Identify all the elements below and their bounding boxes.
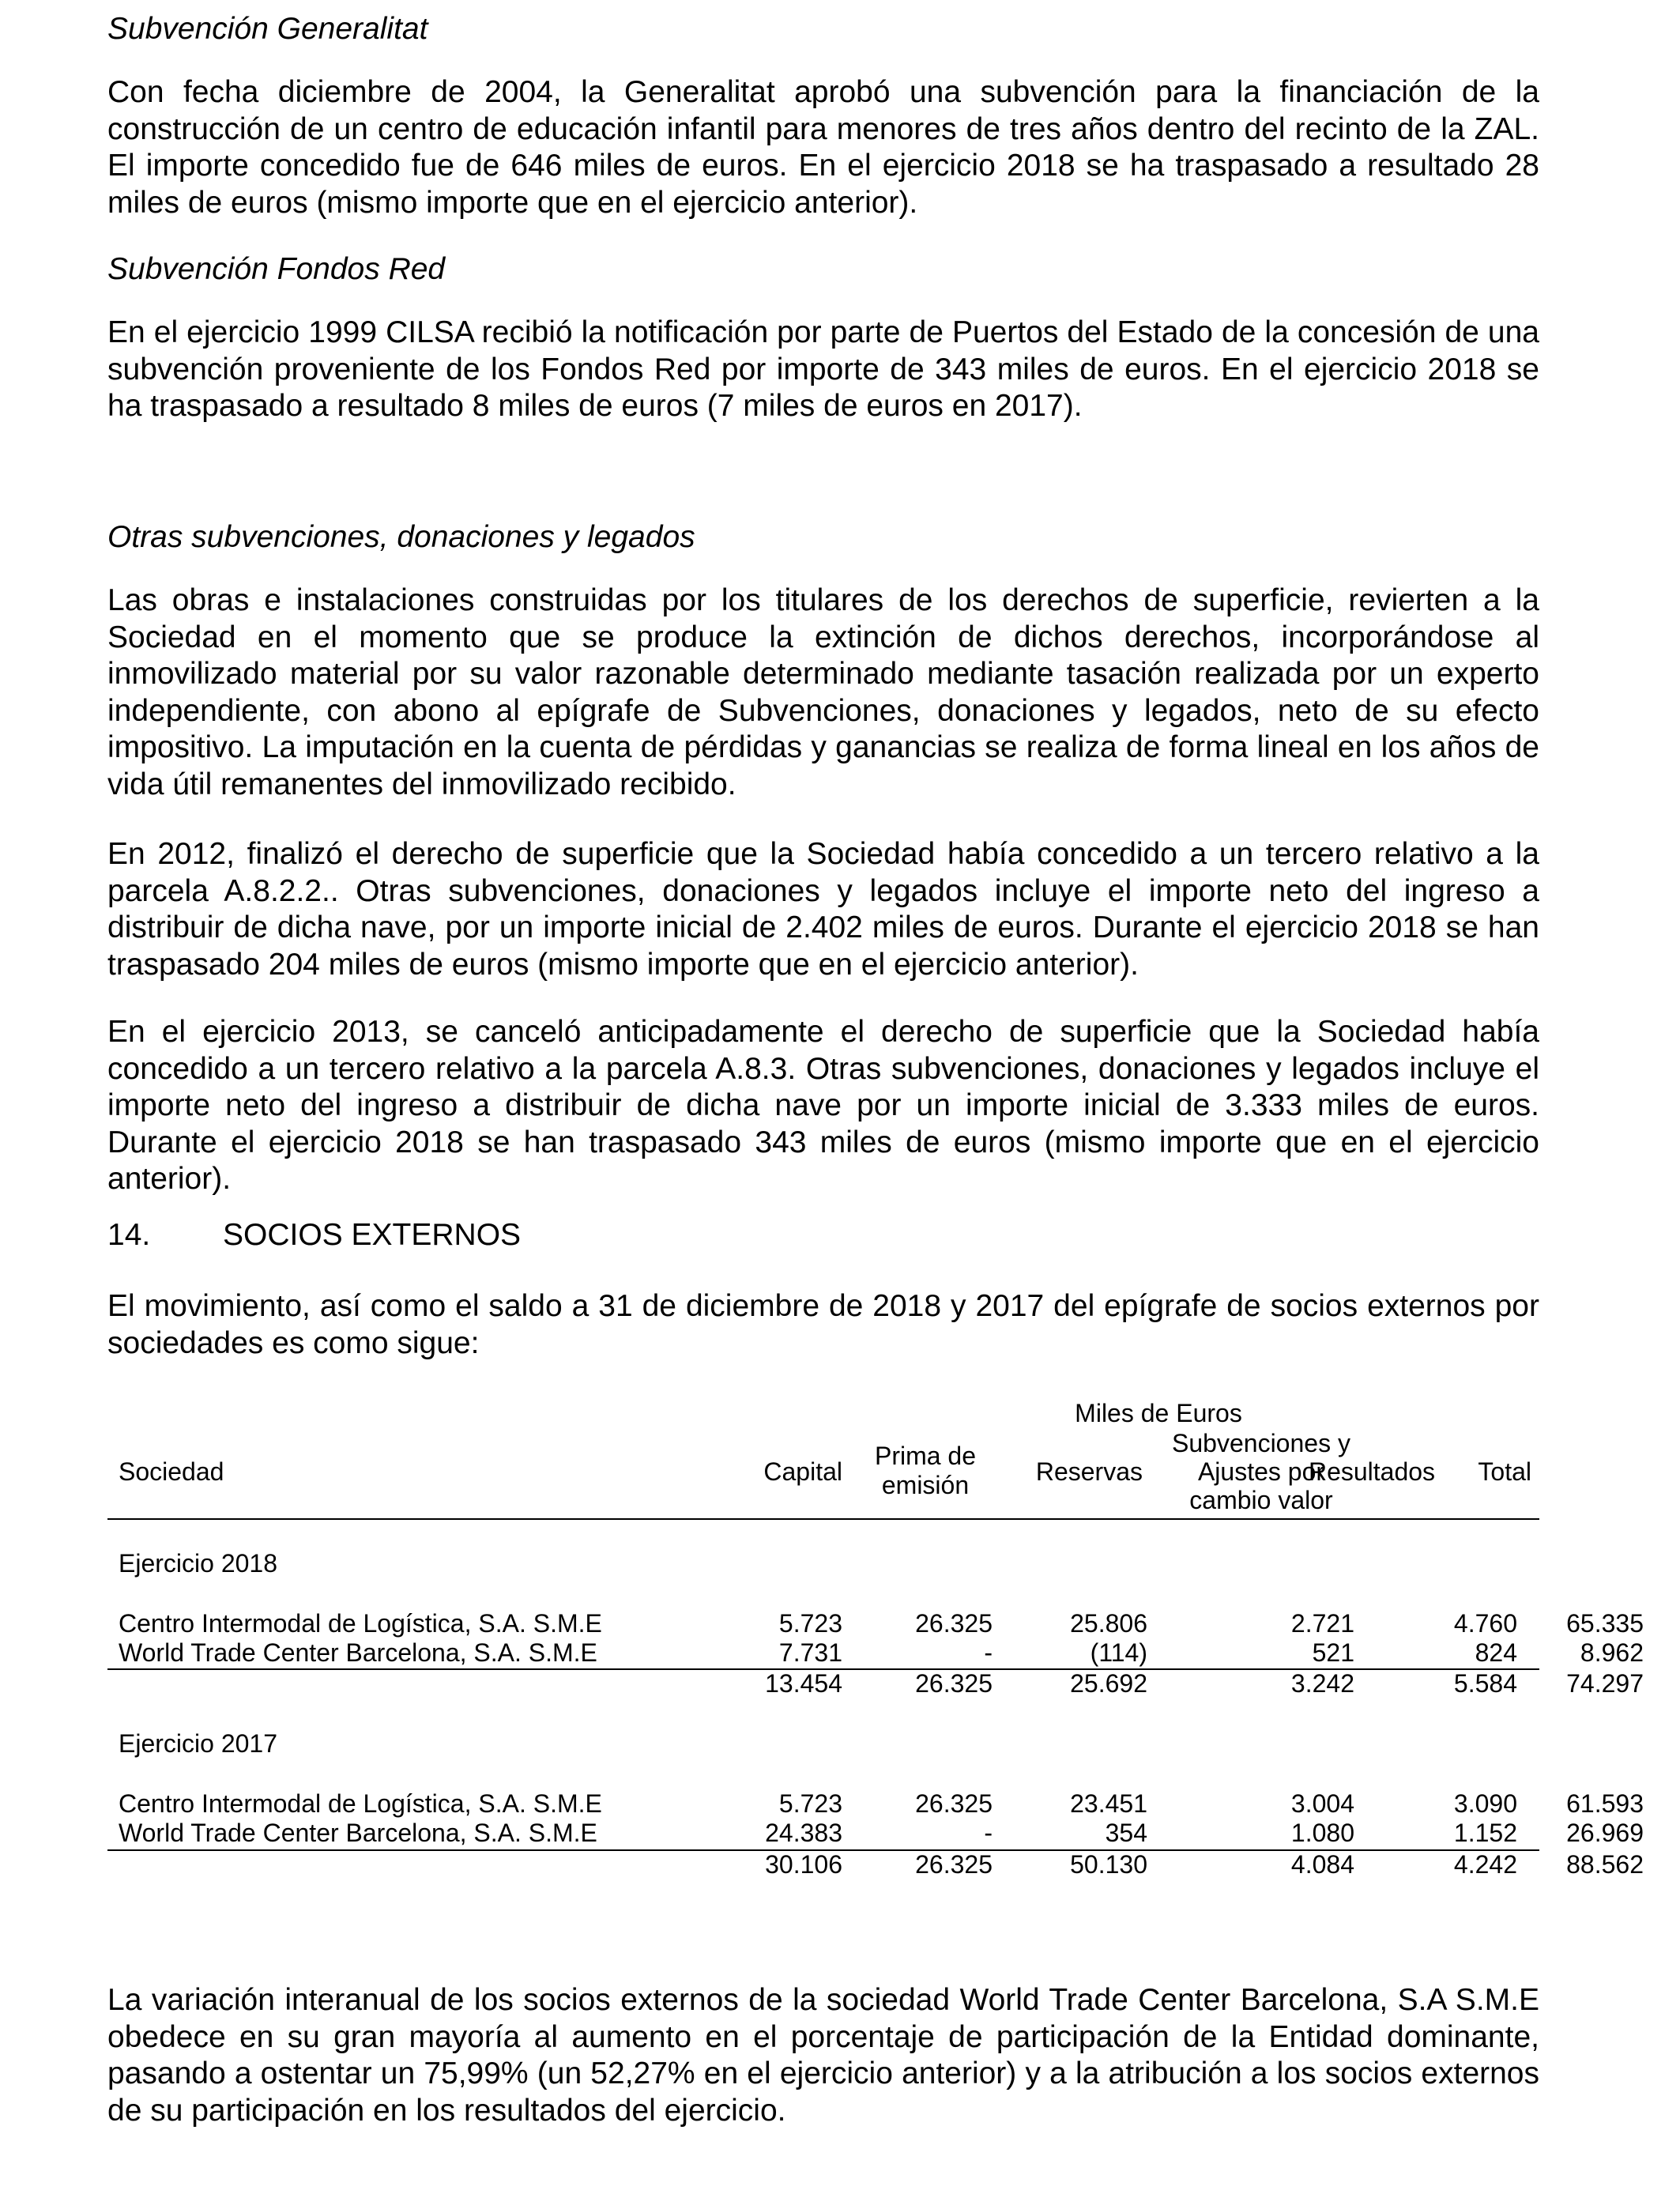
heading-subvencion-fondos-red: Subvención Fondos Red [107,252,446,286]
heading-otras-subvenciones: Otras subvenciones, donaciones y legados [107,520,695,554]
cell-resultados: 4.760 [1453,1609,1517,1638]
cell-resultados: 3.090 [1453,1789,1517,1818]
paragraph-subvencion-fondos-red: En el ejercicio 1999 CILSA recibió la notificación por parte de Puertos del Estado de la concesión de una subvención proveniente de los Fondos Red por importe de 343 miles de euros. En el ejercicio 2018 se ha traspasado a resultado 8 miles de euros (7 miles de euros en 2017). [107,315,1539,423]
cell-subvenciones: 2.721 [1290,1609,1354,1638]
total-capital: 30.106 [765,1850,842,1879]
total-total: 88.562 [1566,1850,1644,1879]
cell-prima: - [984,1819,993,1847]
cell-capital: 7.731 [778,1638,842,1667]
total-prima: 26.325 [915,1669,993,1698]
total-subvenciones: 4.084 [1290,1850,1354,1879]
cell-subvenciones: 521 [1312,1638,1354,1667]
cell-capital: 5.723 [778,1789,842,1818]
paragraph-section-intro: El movimiento, así como el saldo a 31 de diciembre de 2018 y 2017 del epígrafe de socios externos por sociedades es como sigue: [107,1289,1539,1360]
cell-prima: 26.325 [915,1789,993,1818]
total-prima: 26.325 [915,1850,993,1879]
total-reservas: 25.692 [1070,1669,1147,1698]
col-header-sociedad: Sociedad [119,1457,224,1486]
total-reservas: 50.130 [1070,1850,1147,1879]
cell-prima: - [984,1638,993,1667]
row-name: Centro Intermodal de Logística, S.A. S.M.E [119,1789,602,1818]
unit-header: Miles de Euros [1075,1399,1242,1427]
group-label-2018: Ejercicio 2018 [119,1549,277,1578]
section-heading-14 [107,1217,1539,1253]
cell-capital: 5.723 [778,1609,842,1638]
cell-resultados: 1.152 [1453,1819,1517,1847]
total-subvenciones: 3.242 [1290,1669,1354,1698]
col-header-resultados: Resultados [1308,1457,1436,1486]
group-label-2017: Ejercicio 2017 [119,1729,277,1758]
cell-reservas: 354 [1105,1819,1147,1847]
cell-capital: 24.383 [765,1819,842,1847]
total-capital: 13.454 [765,1669,842,1698]
paragraph-subvencion-generalitat: Con fecha diciembre de 2004, la Generalitat aprobó una subvención para la financiación de la construcción de un centro de educación infantil para menores de tres años dentro del recinto de la ZAL. El importe concedido fue de 646 miles de euros. En el ejercicio 2018 se ha traspasado a resultado 28 miles de euros (mismo importe que en el ejercicio anterior). [107,75,1539,220]
col-header-reservas: Reservas [1035,1457,1143,1486]
col-header-prima-1: Prima de [874,1442,977,1470]
cell-total: 8.962 [1580,1638,1644,1667]
col-header-capital: Capital [763,1457,842,1486]
cell-reservas: 23.451 [1070,1789,1147,1818]
col-header-subv-1: Subvenciones y [1172,1429,1350,1457]
heading-subvencion-generalitat: Subvención Generalitat [107,12,428,46]
cell-resultados: 824 [1475,1638,1517,1667]
cell-total: 61.593 [1566,1789,1644,1818]
cell-prima: 26.325 [915,1609,993,1638]
row-name: Centro Intermodal de Logística, S.A. S.M.E [119,1609,602,1638]
col-header-total: Total [1478,1457,1531,1486]
col-header-subv-3: cambio valor [1189,1486,1333,1514]
cell-reservas: (114) [1090,1638,1147,1667]
header-rule [107,1518,1539,1520]
col-header-subv-2: Ajustes por [1197,1457,1325,1486]
cell-total: 26.969 [1566,1819,1644,1847]
total-total: 74.297 [1566,1669,1644,1698]
cell-reservas: 25.806 [1070,1609,1147,1638]
section-title: SOCIOS EXTERNOS [223,1218,522,1252]
cell-subvenciones: 1.080 [1290,1819,1354,1847]
col-header-prima-2: emisión [881,1471,970,1499]
paragraph-otras-3: En el ejercicio 2013, se canceló anticipadamente el derecho de superficie que la Sociedad había concedido a un tercero relativo a la parcela A.8.3. Otras subvenciones, donaciones y legados incluye el importe neto del ingreso a distribuir de dicha nave por un importe inicial de 3.333 miles de euros. Durante el ejercicio 2018 se han traspasado 343 miles de euros (mismo importe que en el ejercicio anterior). [107,1015,1539,1196]
cell-subvenciones: 3.004 [1290,1789,1354,1818]
paragraph-closing: La variación interanual de los socios externos de la sociedad World Trade Center Barcelona, S.A S.M.E obedece en su gran mayoría al aumento en el porcentaje de participación de la Entidad dominante, pasando a ostentar un 75,99% (un 52,27% en el ejercicio anterior) y a la atribución a los socios externos de su participación en los resultados del ejercicio. [107,1983,1539,2128]
cell-total: 65.335 [1566,1609,1644,1638]
total-resultados: 5.584 [1453,1669,1517,1698]
row-name: World Trade Center Barcelona, S.A. S.M.E [119,1819,597,1847]
socios-externos-table [107,1394,1644,1900]
total-resultados: 4.242 [1453,1850,1517,1879]
section-number: 14. [107,1218,151,1252]
row-name: World Trade Center Barcelona, S.A. S.M.E [119,1638,597,1667]
paragraph-otras-1: Las obras e instalaciones construidas por los titulares de los derechos de superficie, revierten a la Sociedad en el momento que se produce la extinción de dichos derechos, incorporándose al inmovilizado material por su valor razonable determinado mediante tasación realizada por un experto independiente, con abono al epígrafe de Subvenciones, donaciones y legados, neto de su efecto impositivo. La imputación en la cuenta de pérdidas y ganancias se realiza de forma lineal en los años de vida útil remanentes del inmovilizado recibido. [107,583,1539,801]
paragraph-otras-2: En 2012, finalizó el derecho de superficie que la Sociedad había concedido a un tercero relativo a la parcela A.8.2.2.. Otras subvenciones, donaciones y legados incluye el importe neto del ingreso a distribuir de dicha nave, por un importe inicial de 2.402 miles de euros. Durante el ejercicio 2018 se han traspasado 204 miles de euros (mismo importe que en el ejercicio anterior). [107,837,1539,982]
